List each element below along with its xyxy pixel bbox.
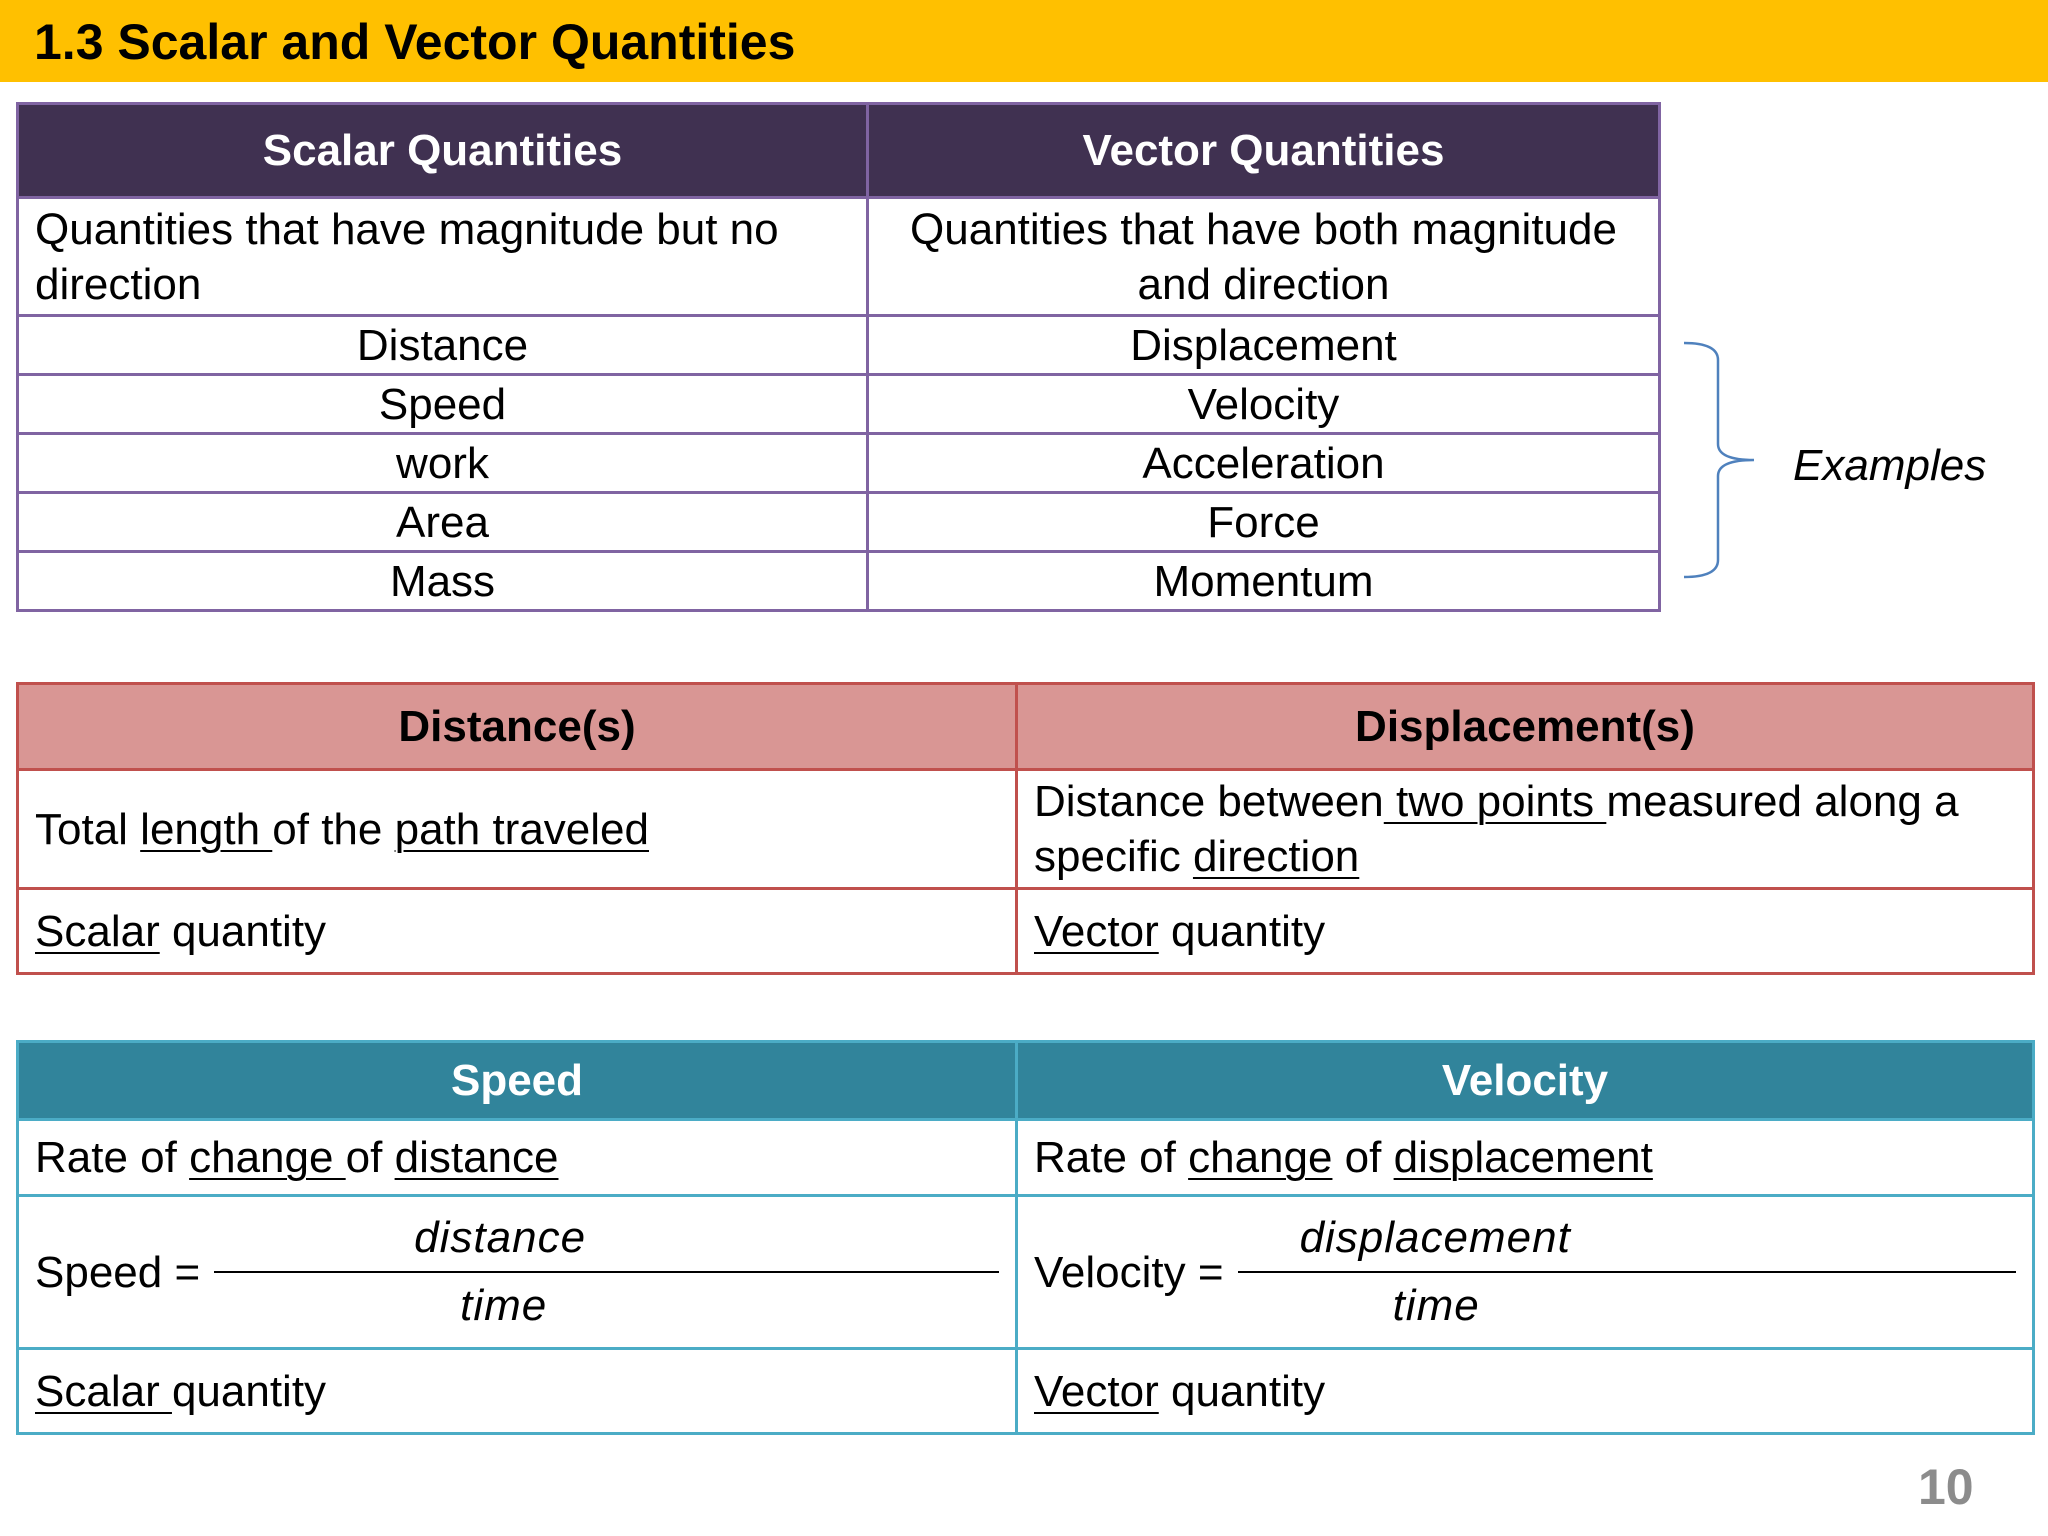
- distance-definition: Total length of the path traveled: [18, 770, 1017, 889]
- table-row: [18, 434, 1660, 493]
- speed-fraction: [214, 1209, 999, 1335]
- vector-example: Acceleration: [868, 434, 1660, 493]
- velocity-denominator: time: [1392, 1281, 1480, 1330]
- scalar-definition: Quantities that have magnitude but no direction: [18, 198, 868, 316]
- velocity-header: Velocity: [1017, 1042, 2034, 1120]
- speed-type: Scalar quantity: [18, 1349, 1017, 1434]
- velocity-formula: [1017, 1196, 2034, 1349]
- displacement-definition: Distance between two points measured along a specific direction: [1017, 770, 2034, 889]
- vector-example: Displacement: [868, 316, 1660, 375]
- page-number: 10: [1918, 1459, 1974, 1515]
- velocity-fraction: [1238, 1209, 2016, 1335]
- speed-velocity-table: [16, 1040, 2035, 1435]
- speed-formula-lhs: Speed =: [35, 1247, 201, 1297]
- distance-header: Distance(s): [18, 684, 1017, 770]
- scalar-example: work: [18, 434, 868, 493]
- vector-example: Velocity: [868, 375, 1660, 434]
- vector-quantities-header: Vector Quantities: [868, 104, 1660, 198]
- scalar-quantities-header: Scalar Quantities: [18, 104, 868, 198]
- table-row: [18, 316, 1660, 375]
- speed-numerator: distance: [414, 1213, 587, 1262]
- table-row: [18, 493, 1660, 552]
- velocity-numerator: displacement: [1299, 1213, 1571, 1262]
- displacement-header: Displacement(s): [1017, 684, 2034, 770]
- speed-definition: Rate of change of distance: [18, 1120, 1017, 1196]
- fraction-bar: [1238, 1271, 2016, 1273]
- speed-formula: [18, 1196, 1017, 1349]
- examples-label: Examples: [1793, 441, 1987, 490]
- displacement-type: Vector quantity: [1017, 889, 2034, 974]
- curly-brace-icon: [1682, 340, 1762, 580]
- title-banner: [0, 0, 2048, 82]
- velocity-formula-lhs: Velocity =: [1034, 1247, 1224, 1297]
- velocity-type: Vector quantity: [1017, 1349, 2034, 1434]
- speed-denominator: time: [460, 1281, 548, 1330]
- vector-example: Momentum: [868, 552, 1660, 611]
- scalar-example: Mass: [18, 552, 868, 611]
- velocity-definition: Rate of change of displacement: [1017, 1120, 2034, 1196]
- vector-definition: Quantities that have both magnitude and direction: [868, 198, 1660, 316]
- vector-example: Force: [868, 493, 1660, 552]
- table-row: [18, 375, 1660, 434]
- distance-type: Scalar quantity: [18, 889, 1017, 974]
- scalar-example: Area: [18, 493, 868, 552]
- distance-displacement-table: [16, 682, 2035, 975]
- speed-header: Speed: [18, 1042, 1017, 1120]
- scalar-example: Distance: [18, 316, 868, 375]
- page-title: 1.3 Scalar and Vector Quantities: [34, 14, 796, 70]
- table-row: [18, 552, 1660, 611]
- fraction-bar: [214, 1271, 999, 1273]
- scalar-example: Speed: [18, 375, 868, 434]
- scalar-vector-table: [16, 102, 1661, 612]
